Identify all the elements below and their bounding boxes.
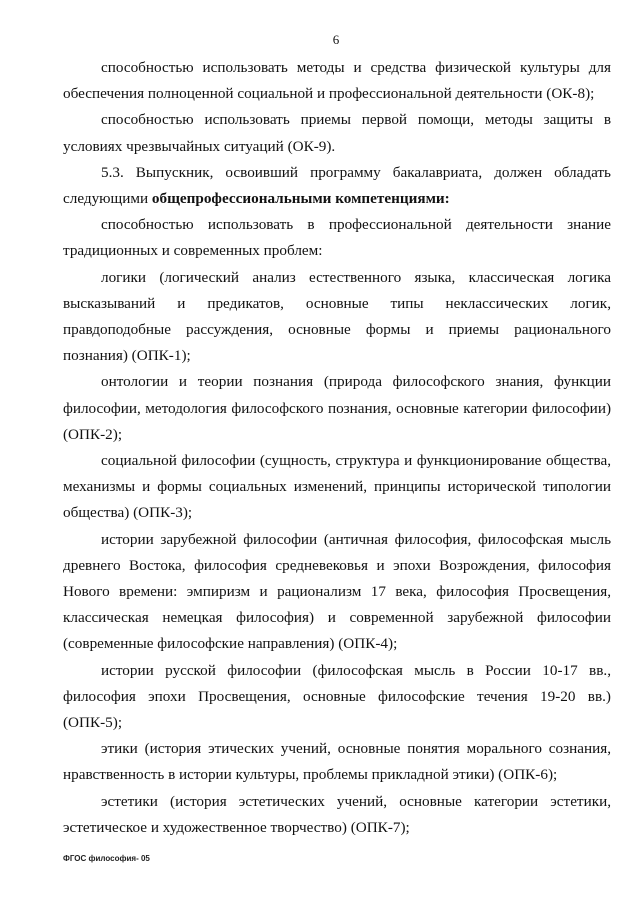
paragraph-opk6: этики (история этических учений, основные понятия морального сознания, нравственность в истории культуры, проблемы прикладной этики) (ОПК-6);	[63, 740, 611, 784]
paragraph-ok9: способностью использовать приемы первой помощи, методы защиты в условиях чрезвычайных ситуаций (ОК-9).	[63, 111, 611, 155]
paragraph-opk3: социальной философии (сущность, структура и функционирование общества, механизмы и формы социальных изменений, принципы исторической типологии общества) (ОПК-3);	[63, 452, 611, 522]
paragraph-5-3-bold: общепрофессиональными компетенциями:	[151, 190, 450, 208]
paragraph-opk7: эстетики (история эстетических учений, основные категории эстетики, эстетическое и художественное творчество) (ОПК-7);	[63, 792, 611, 836]
paragraph-5-3-text: 5.3. Выпускник, освоивший программу бакалавриата, должен обладать следующими	[63, 163, 611, 208]
paragraph-opk4: истории зарубежной философии (античная философия, философская мысль древнего Востока, философия средневековья и эпохи Возрождения, философия Нового времени: эмпиризм и рационализм 17 века, философия Просвещения, классическая немецкая философия) и современной зарубежной философии (современные философские направления) (ОПК-4);	[63, 530, 611, 653]
paragraph-intro-opk: способностью использовать в профессиональной деятельности знание традиционных и современных проблем:	[63, 216, 611, 260]
paragraph-opk5: истории русской философии (философская мысль в России 10-17 вв., философия эпохи Просвещения, основные философские течения 19-20 вв.) (ОПК-5);	[63, 661, 611, 732]
paragraph-5-3	[63, 160, 611, 212]
page-number: 6	[332, 32, 340, 47]
paragraph-ok8: способностью использовать методы и средства физической культуры для обеспечения полноценной социальной и профессиональной деятельности (ОК-8);	[63, 59, 611, 103]
footer-label: ФГОС философия- 05	[63, 854, 150, 863]
paragraph-opk1: логики (логический анализ естественного языка, классическая логика высказываний и предикатов, основные типы неклассических логик, правдоподобные рассуждения, основные формы и приемы рационального познания) (ОПК-1);	[63, 268, 611, 365]
document-body	[63, 55, 611, 841]
paragraph-opk2: онтологии и теории познания (природа философского знания, функции философии, методология философского познания, основные категории философии) (ОПК-2);	[63, 373, 611, 443]
